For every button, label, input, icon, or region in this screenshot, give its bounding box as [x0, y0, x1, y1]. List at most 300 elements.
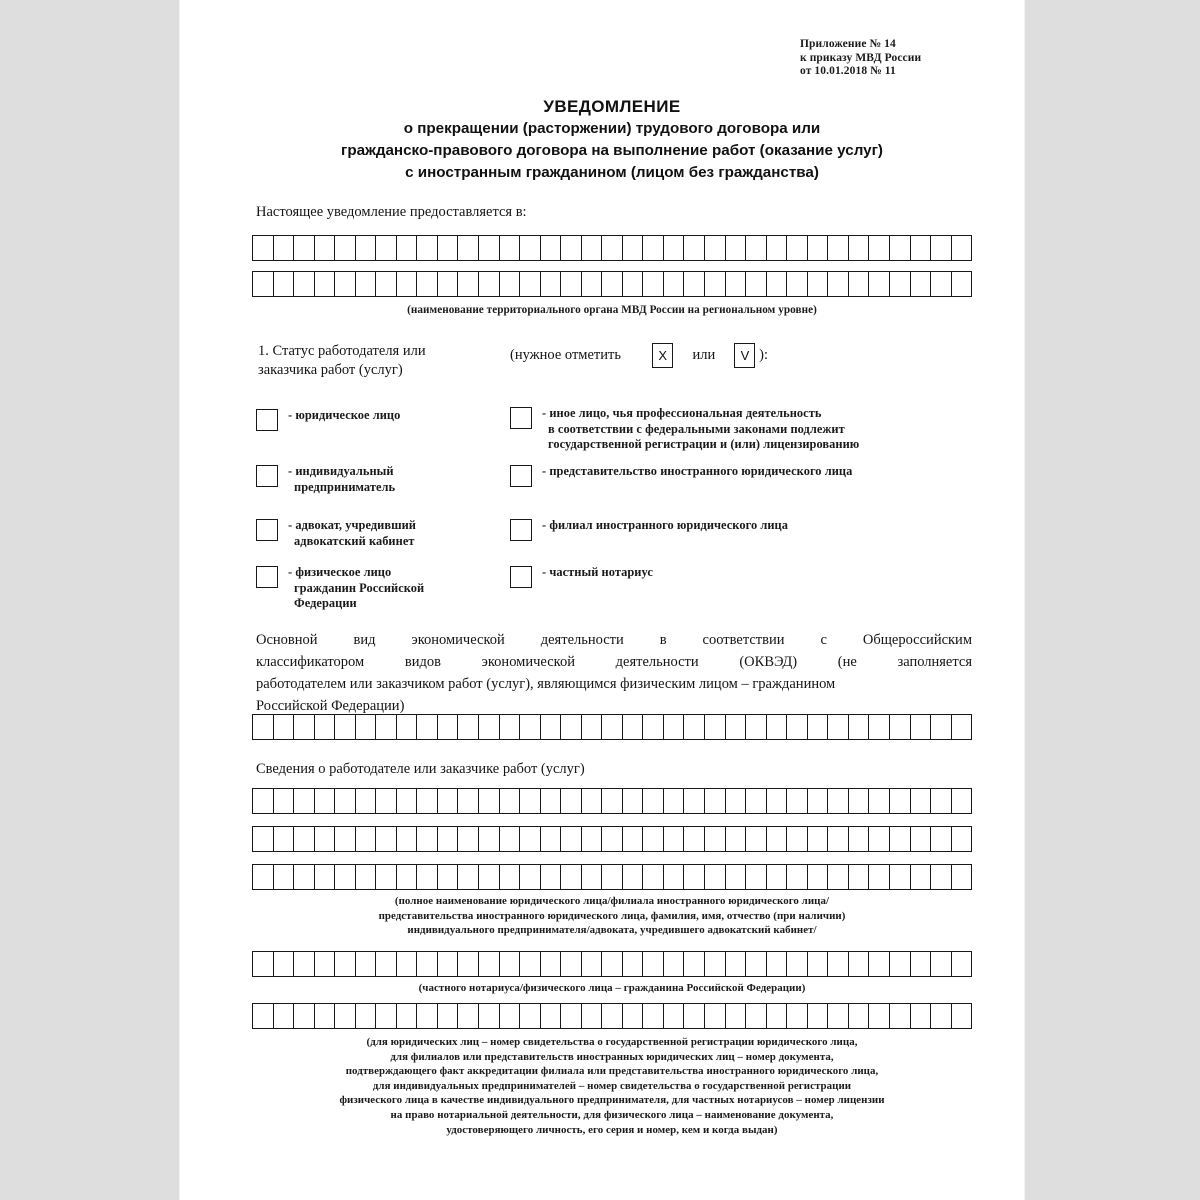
grid-cell[interactable] — [828, 272, 849, 296]
grid-cell[interactable] — [294, 1004, 315, 1028]
grid-cell[interactable] — [828, 865, 849, 889]
grid-cell[interactable] — [705, 236, 726, 260]
grid-cell[interactable] — [767, 272, 788, 296]
grid-cell[interactable] — [643, 865, 664, 889]
grid-cell[interactable] — [417, 789, 438, 813]
grid-cell[interactable] — [787, 952, 808, 976]
grid-cell[interactable] — [356, 952, 377, 976]
grid-cell[interactable] — [808, 1004, 829, 1028]
grid-cell[interactable] — [726, 1004, 747, 1028]
grid-cell[interactable] — [438, 715, 459, 739]
grid-cell[interactable] — [931, 789, 952, 813]
grid-cell[interactable] — [869, 952, 890, 976]
grid-cell[interactable] — [582, 952, 603, 976]
grid-cell[interactable] — [869, 789, 890, 813]
grid-cell[interactable] — [356, 1004, 377, 1028]
grid-cell[interactable] — [274, 952, 295, 976]
grid-cell[interactable] — [849, 952, 870, 976]
status-option-other-person[interactable] — [510, 406, 970, 453]
grid-cell[interactable] — [767, 236, 788, 260]
grid-cell[interactable] — [315, 789, 336, 813]
grid-cell[interactable] — [274, 272, 295, 296]
grid-row[interactable] — [252, 1003, 972, 1029]
grid-cell[interactable] — [767, 827, 788, 851]
grid-cell[interactable] — [479, 236, 500, 260]
grid-cell[interactable] — [787, 1004, 808, 1028]
grid-cell[interactable] — [849, 827, 870, 851]
grid-cell[interactable] — [335, 715, 356, 739]
grid-cell[interactable] — [582, 715, 603, 739]
grid-cell[interactable] — [623, 952, 644, 976]
grid-cell[interactable] — [458, 715, 479, 739]
grid-cell[interactable] — [643, 1004, 664, 1028]
grid-cell[interactable] — [582, 789, 603, 813]
grid-cell[interactable] — [952, 952, 972, 976]
grid-row[interactable] — [252, 788, 972, 814]
grid-cell[interactable] — [520, 827, 541, 851]
grid-cell[interactable] — [623, 1004, 644, 1028]
grid-cell[interactable] — [705, 827, 726, 851]
grid-cell[interactable] — [520, 236, 541, 260]
grid-cell[interactable] — [684, 952, 705, 976]
grid-cell[interactable] — [541, 236, 562, 260]
grid-cell[interactable] — [931, 715, 952, 739]
checkbox-private-notary[interactable] — [510, 566, 532, 588]
grid-cell[interactable] — [726, 952, 747, 976]
grid-cell[interactable] — [705, 272, 726, 296]
grid-cell[interactable] — [890, 272, 911, 296]
status-option-foreign-branch[interactable] — [510, 518, 970, 541]
grid-cell[interactable] — [849, 715, 870, 739]
grid-cell[interactable] — [582, 1004, 603, 1028]
grid-cell[interactable] — [294, 865, 315, 889]
grid-cell[interactable] — [397, 827, 418, 851]
grid-cell[interactable] — [417, 827, 438, 851]
grid-cell[interactable] — [890, 827, 911, 851]
grid-row[interactable] — [252, 235, 972, 261]
grid-cell[interactable] — [356, 272, 377, 296]
grid-cell[interactable] — [911, 1004, 932, 1028]
grid-cell[interactable] — [623, 789, 644, 813]
grid-cell[interactable] — [458, 789, 479, 813]
grid-cell[interactable] — [602, 715, 623, 739]
grid-row[interactable] — [252, 271, 972, 297]
grid-cell[interactable] — [294, 827, 315, 851]
grid-cell[interactable] — [705, 1004, 726, 1028]
grid-cell[interactable] — [274, 715, 295, 739]
grid-cell[interactable] — [684, 789, 705, 813]
grid-cell[interactable] — [664, 952, 685, 976]
notary-grid[interactable] — [252, 951, 972, 977]
grid-cell[interactable] — [767, 1004, 788, 1028]
grid-cell[interactable] — [520, 1004, 541, 1028]
grid-cell[interactable] — [397, 952, 418, 976]
grid-cell[interactable] — [952, 827, 972, 851]
grid-cell[interactable] — [890, 952, 911, 976]
grid-cell[interactable] — [746, 865, 767, 889]
grid-cell[interactable] — [767, 789, 788, 813]
grid-cell[interactable] — [335, 1004, 356, 1028]
grid-cell[interactable] — [602, 236, 623, 260]
grid-cell[interactable] — [253, 827, 274, 851]
grid-cell[interactable] — [931, 272, 952, 296]
grid-cell[interactable] — [315, 865, 336, 889]
grid-cell[interactable] — [315, 236, 336, 260]
grid-cell[interactable] — [746, 789, 767, 813]
grid-cell[interactable] — [274, 827, 295, 851]
grid-cell[interactable] — [438, 827, 459, 851]
grid-cell[interactable] — [808, 272, 829, 296]
grid-cell[interactable] — [869, 865, 890, 889]
grid-cell[interactable] — [726, 865, 747, 889]
grid-cell[interactable] — [520, 865, 541, 889]
employer-grid[interactable] — [252, 788, 972, 890]
grid-cell[interactable] — [561, 1004, 582, 1028]
checkbox-foreign-representation[interactable] — [510, 465, 532, 487]
grid-cell[interactable] — [952, 1004, 972, 1028]
grid-cell[interactable] — [746, 272, 767, 296]
grid-cell[interactable] — [582, 272, 603, 296]
grid-cell[interactable] — [582, 865, 603, 889]
grid-cell[interactable] — [561, 865, 582, 889]
grid-cell[interactable] — [458, 952, 479, 976]
grid-cell[interactable] — [417, 236, 438, 260]
grid-cell[interactable] — [479, 789, 500, 813]
grid-cell[interactable] — [541, 789, 562, 813]
grid-cell[interactable] — [808, 865, 829, 889]
grid-cell[interactable] — [828, 789, 849, 813]
grid-cell[interactable] — [417, 952, 438, 976]
grid-cell[interactable] — [623, 236, 644, 260]
grid-cell[interactable] — [438, 1004, 459, 1028]
grid-cell[interactable] — [705, 952, 726, 976]
grid-cell[interactable] — [253, 272, 274, 296]
grid-cell[interactable] — [911, 827, 932, 851]
grid-cell[interactable] — [911, 789, 932, 813]
submitted-to-grid[interactable] — [252, 235, 972, 297]
grid-cell[interactable] — [541, 827, 562, 851]
grid-cell[interactable] — [561, 715, 582, 739]
grid-cell[interactable] — [746, 827, 767, 851]
grid-cell[interactable] — [315, 952, 336, 976]
grid-cell[interactable] — [890, 865, 911, 889]
grid-row[interactable] — [252, 951, 972, 977]
grid-cell[interactable] — [643, 272, 664, 296]
grid-cell[interactable] — [253, 952, 274, 976]
grid-cell[interactable] — [458, 236, 479, 260]
grid-cell[interactable] — [479, 827, 500, 851]
grid-cell[interactable] — [808, 827, 829, 851]
grid-cell[interactable] — [787, 715, 808, 739]
grid-cell[interactable] — [500, 952, 521, 976]
grid-cell[interactable] — [253, 715, 274, 739]
grid-cell[interactable] — [828, 1004, 849, 1028]
grid-cell[interactable] — [315, 272, 336, 296]
grid-cell[interactable] — [479, 272, 500, 296]
grid-cell[interactable] — [602, 827, 623, 851]
grid-cell[interactable] — [787, 827, 808, 851]
grid-cell[interactable] — [335, 272, 356, 296]
grid-cell[interactable] — [726, 789, 747, 813]
grid-cell[interactable] — [500, 272, 521, 296]
grid-cell[interactable] — [684, 1004, 705, 1028]
grid-cell[interactable] — [911, 236, 932, 260]
document-grid[interactable] — [252, 1003, 972, 1029]
grid-cell[interactable] — [356, 827, 377, 851]
grid-cell[interactable] — [952, 789, 972, 813]
grid-cell[interactable] — [952, 865, 972, 889]
grid-cell[interactable] — [849, 272, 870, 296]
grid-cell[interactable] — [808, 952, 829, 976]
grid-cell[interactable] — [438, 272, 459, 296]
grid-cell[interactable] — [335, 865, 356, 889]
grid-cell[interactable] — [664, 1004, 685, 1028]
grid-cell[interactable] — [417, 865, 438, 889]
grid-cell[interactable] — [520, 952, 541, 976]
grid-cell[interactable] — [274, 236, 295, 260]
grid-cell[interactable] — [356, 236, 377, 260]
okved-grid[interactable] — [252, 714, 972, 740]
grid-cell[interactable] — [911, 952, 932, 976]
grid-cell[interactable] — [787, 789, 808, 813]
grid-cell[interactable] — [890, 715, 911, 739]
grid-cell[interactable] — [315, 827, 336, 851]
grid-cell[interactable] — [931, 236, 952, 260]
grid-cell[interactable] — [561, 236, 582, 260]
grid-cell[interactable] — [767, 952, 788, 976]
grid-cell[interactable] — [643, 236, 664, 260]
grid-cell[interactable] — [315, 1004, 336, 1028]
grid-cell[interactable] — [787, 272, 808, 296]
grid-cell[interactable] — [623, 827, 644, 851]
grid-cell[interactable] — [253, 789, 274, 813]
status-option-attorney[interactable] — [256, 518, 506, 549]
grid-cell[interactable] — [274, 1004, 295, 1028]
grid-cell[interactable] — [335, 827, 356, 851]
grid-cell[interactable] — [397, 1004, 418, 1028]
grid-cell[interactable] — [253, 236, 274, 260]
grid-cell[interactable] — [684, 865, 705, 889]
grid-cell[interactable] — [397, 789, 418, 813]
grid-cell[interactable] — [520, 715, 541, 739]
grid-cell[interactable] — [438, 865, 459, 889]
grid-cell[interactable] — [315, 715, 336, 739]
grid-cell[interactable] — [726, 236, 747, 260]
grid-cell[interactable] — [541, 952, 562, 976]
grid-cell[interactable] — [335, 952, 356, 976]
grid-cell[interactable] — [602, 1004, 623, 1028]
grid-cell[interactable] — [458, 865, 479, 889]
grid-cell[interactable] — [808, 789, 829, 813]
grid-cell[interactable] — [561, 827, 582, 851]
checkbox-foreign-branch[interactable] — [510, 519, 532, 541]
grid-cell[interactable] — [335, 236, 356, 260]
grid-cell[interactable] — [458, 272, 479, 296]
grid-cell[interactable] — [541, 1004, 562, 1028]
grid-cell[interactable] — [520, 272, 541, 296]
grid-cell[interactable] — [746, 1004, 767, 1028]
grid-cell[interactable] — [828, 236, 849, 260]
grid-cell[interactable] — [294, 272, 315, 296]
grid-cell[interactable] — [500, 827, 521, 851]
grid-cell[interactable] — [684, 715, 705, 739]
grid-cell[interactable] — [458, 1004, 479, 1028]
grid-cell[interactable] — [705, 789, 726, 813]
grid-cell[interactable] — [376, 236, 397, 260]
grid-cell[interactable] — [931, 827, 952, 851]
grid-cell[interactable] — [726, 272, 747, 296]
grid-cell[interactable] — [931, 952, 952, 976]
grid-cell[interactable] — [561, 789, 582, 813]
grid-cell[interactable] — [787, 865, 808, 889]
grid-cell[interactable] — [952, 236, 972, 260]
checkbox-attorney[interactable] — [256, 519, 278, 541]
grid-cell[interactable] — [253, 865, 274, 889]
grid-cell[interactable] — [541, 865, 562, 889]
grid-cell[interactable] — [623, 715, 644, 739]
grid-cell[interactable] — [623, 272, 644, 296]
grid-row[interactable] — [252, 714, 972, 740]
grid-cell[interactable] — [643, 715, 664, 739]
grid-cell[interactable] — [458, 827, 479, 851]
grid-cell[interactable] — [479, 952, 500, 976]
grid-cell[interactable] — [541, 272, 562, 296]
grid-cell[interactable] — [500, 1004, 521, 1028]
grid-cell[interactable] — [417, 715, 438, 739]
grid-cell[interactable] — [417, 272, 438, 296]
grid-cell[interactable] — [520, 789, 541, 813]
grid-cell[interactable] — [911, 865, 932, 889]
grid-cell[interactable] — [561, 952, 582, 976]
grid-cell[interactable] — [376, 715, 397, 739]
grid-cell[interactable] — [787, 236, 808, 260]
grid-cell[interactable] — [726, 827, 747, 851]
grid-cell[interactable] — [602, 789, 623, 813]
grid-cell[interactable] — [828, 952, 849, 976]
grid-cell[interactable] — [705, 715, 726, 739]
grid-row[interactable] — [252, 826, 972, 852]
grid-cell[interactable] — [849, 1004, 870, 1028]
grid-cell[interactable] — [623, 865, 644, 889]
grid-cell[interactable] — [397, 715, 418, 739]
grid-cell[interactable] — [274, 865, 295, 889]
grid-cell[interactable] — [500, 715, 521, 739]
grid-cell[interactable] — [911, 715, 932, 739]
checkbox-other-person[interactable] — [510, 407, 532, 429]
grid-cell[interactable] — [500, 236, 521, 260]
grid-cell[interactable] — [582, 236, 603, 260]
grid-cell[interactable] — [684, 272, 705, 296]
grid-cell[interactable] — [643, 827, 664, 851]
checkbox-individual[interactable] — [256, 566, 278, 588]
status-option-individual[interactable] — [256, 565, 506, 612]
grid-cell[interactable] — [664, 272, 685, 296]
grid-cell[interactable] — [376, 789, 397, 813]
grid-cell[interactable] — [664, 827, 685, 851]
grid-cell[interactable] — [376, 1004, 397, 1028]
status-option-sole-proprietor[interactable] — [256, 464, 506, 495]
grid-cell[interactable] — [294, 952, 315, 976]
checkbox-legal-entity[interactable] — [256, 409, 278, 431]
grid-cell[interactable] — [684, 236, 705, 260]
grid-cell[interactable] — [356, 865, 377, 889]
grid-cell[interactable] — [890, 789, 911, 813]
grid-cell[interactable] — [500, 789, 521, 813]
grid-cell[interactable] — [479, 715, 500, 739]
grid-cell[interactable] — [684, 827, 705, 851]
grid-cell[interactable] — [808, 236, 829, 260]
grid-cell[interactable] — [541, 715, 562, 739]
grid-cell[interactable] — [726, 715, 747, 739]
grid-cell[interactable] — [356, 715, 377, 739]
grid-cell[interactable] — [849, 236, 870, 260]
grid-cell[interactable] — [869, 715, 890, 739]
grid-cell[interactable] — [356, 789, 377, 813]
grid-cell[interactable] — [479, 1004, 500, 1028]
grid-cell[interactable] — [890, 1004, 911, 1028]
grid-cell[interactable] — [294, 715, 315, 739]
grid-cell[interactable] — [664, 715, 685, 739]
grid-cell[interactable] — [869, 1004, 890, 1028]
grid-cell[interactable] — [274, 789, 295, 813]
grid-cell[interactable] — [931, 865, 952, 889]
grid-cell[interactable] — [438, 952, 459, 976]
grid-cell[interactable] — [869, 272, 890, 296]
grid-cell[interactable] — [335, 789, 356, 813]
status-option-private-notary[interactable] — [510, 565, 970, 588]
grid-cell[interactable] — [869, 827, 890, 851]
grid-cell[interactable] — [376, 272, 397, 296]
grid-cell[interactable] — [767, 865, 788, 889]
grid-cell[interactable] — [664, 865, 685, 889]
grid-cell[interactable] — [746, 952, 767, 976]
grid-cell[interactable] — [643, 952, 664, 976]
grid-cell[interactable] — [602, 865, 623, 889]
grid-cell[interactable] — [911, 272, 932, 296]
grid-cell[interactable] — [500, 865, 521, 889]
grid-cell[interactable] — [828, 715, 849, 739]
grid-cell[interactable] — [294, 236, 315, 260]
grid-cell[interactable] — [931, 1004, 952, 1028]
grid-cell[interactable] — [602, 952, 623, 976]
grid-cell[interactable] — [643, 789, 664, 813]
grid-cell[interactable] — [582, 827, 603, 851]
grid-cell[interactable] — [376, 865, 397, 889]
grid-cell[interactable] — [746, 236, 767, 260]
grid-cell[interactable] — [294, 789, 315, 813]
grid-cell[interactable] — [376, 952, 397, 976]
checkbox-sole-proprietor[interactable] — [256, 465, 278, 487]
grid-cell[interactable] — [397, 272, 418, 296]
grid-cell[interactable] — [746, 715, 767, 739]
grid-cell[interactable] — [952, 272, 972, 296]
grid-cell[interactable] — [890, 236, 911, 260]
grid-cell[interactable] — [602, 272, 623, 296]
grid-cell[interactable] — [438, 236, 459, 260]
grid-cell[interactable] — [253, 1004, 274, 1028]
grid-cell[interactable] — [397, 865, 418, 889]
grid-cell[interactable] — [849, 789, 870, 813]
grid-cell[interactable] — [664, 236, 685, 260]
grid-cell[interactable] — [849, 865, 870, 889]
grid-cell[interactable] — [869, 236, 890, 260]
grid-cell[interactable] — [828, 827, 849, 851]
grid-cell[interactable] — [479, 865, 500, 889]
grid-cell[interactable] — [397, 236, 418, 260]
status-option-legal-entity[interactable] — [256, 408, 506, 431]
status-option-foreign-representation[interactable] — [510, 464, 970, 487]
grid-cell[interactable] — [438, 789, 459, 813]
